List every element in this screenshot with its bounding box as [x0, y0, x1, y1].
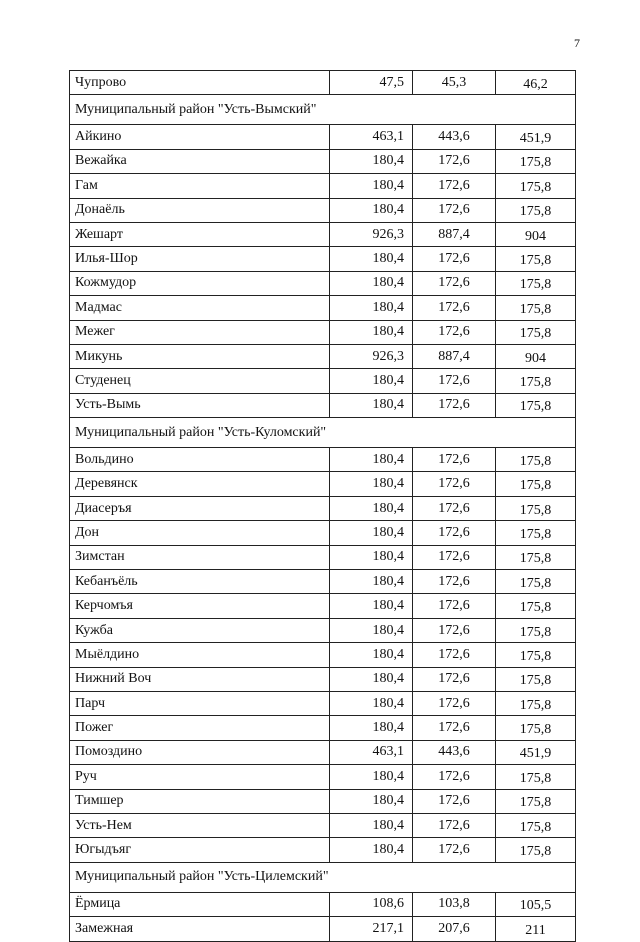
value-1-cell: 180,4	[330, 496, 413, 520]
value-3-cell: 175,8	[496, 691, 576, 715]
table-row	[70, 448, 576, 472]
value-2-cell: 172,6	[413, 149, 496, 173]
value-3-cell: 105,5	[496, 892, 576, 916]
value-2-cell: 172,6	[413, 496, 496, 520]
value-1-cell: 47,5	[330, 71, 413, 95]
value-1-cell: 463,1	[330, 125, 413, 149]
value-1-cell: 180,4	[330, 320, 413, 344]
settlement-name-cell: Ёрмица	[70, 892, 330, 916]
value-1-cell: 180,4	[330, 667, 413, 691]
settlement-name-cell: Чупрово	[70, 71, 330, 95]
settlement-name-cell: Кебанъёль	[70, 570, 330, 594]
value-3-cell: 175,8	[496, 813, 576, 837]
value-1-cell: 180,4	[330, 594, 413, 618]
settlement-name-cell: Зимстан	[70, 545, 330, 569]
settlement-name-cell: Дон	[70, 521, 330, 545]
value-3-cell: 175,8	[496, 838, 576, 862]
section-header-row	[70, 418, 576, 448]
settlement-name-cell: Замежная	[70, 917, 330, 941]
value-1-cell: 180,4	[330, 393, 413, 417]
settlement-name-cell: Керчомъя	[70, 594, 330, 618]
value-3-cell: 211	[496, 917, 576, 941]
value-2-cell: 172,6	[413, 716, 496, 740]
value-1-cell: 180,4	[330, 643, 413, 667]
value-2-cell: 172,6	[413, 570, 496, 594]
settlement-name-cell: Деревянск	[70, 472, 330, 496]
settlement-name-cell: Жешарт	[70, 222, 330, 246]
table-row	[70, 838, 576, 862]
value-3-cell: 451,9	[496, 740, 576, 764]
value-3-cell: 175,8	[496, 149, 576, 173]
settlement-name-cell: Парч	[70, 691, 330, 715]
settlement-name-cell: Диасеръя	[70, 496, 330, 520]
tariff-table	[69, 70, 576, 942]
value-3-cell: 175,8	[496, 496, 576, 520]
value-3-cell: 175,8	[496, 765, 576, 789]
value-1-cell: 180,4	[330, 149, 413, 173]
table-row	[70, 472, 576, 496]
table-row	[70, 765, 576, 789]
value-1-cell: 180,4	[330, 545, 413, 569]
value-2-cell: 207,6	[413, 917, 496, 941]
table-row	[70, 247, 576, 271]
value-2-cell: 172,6	[413, 296, 496, 320]
value-2-cell: 172,6	[413, 369, 496, 393]
settlement-name-cell: Кужба	[70, 618, 330, 642]
table-body	[70, 71, 576, 942]
value-3-cell: 175,8	[496, 296, 576, 320]
settlement-name-cell: Мадмас	[70, 296, 330, 320]
table-row	[70, 521, 576, 545]
value-2-cell: 443,6	[413, 740, 496, 764]
value-1-cell: 180,4	[330, 174, 413, 198]
value-2-cell: 172,6	[413, 667, 496, 691]
value-2-cell: 172,6	[413, 320, 496, 344]
table-row	[70, 393, 576, 417]
value-2-cell: 172,6	[413, 813, 496, 837]
value-3-cell: 904	[496, 344, 576, 368]
settlement-name-cell: Мыёлдино	[70, 643, 330, 667]
value-3-cell: 175,8	[496, 716, 576, 740]
table-row	[70, 643, 576, 667]
settlement-name-cell: Айкино	[70, 125, 330, 149]
value-2-cell: 172,6	[413, 472, 496, 496]
value-1-cell: 180,4	[330, 765, 413, 789]
table-row	[70, 369, 576, 393]
value-3-cell: 46,2	[496, 71, 576, 95]
value-1-cell: 217,1	[330, 917, 413, 941]
value-2-cell: 172,6	[413, 643, 496, 667]
value-2-cell: 172,6	[413, 691, 496, 715]
table-row	[70, 594, 576, 618]
value-3-cell: 175,8	[496, 594, 576, 618]
value-1-cell: 180,4	[330, 472, 413, 496]
value-3-cell: 175,8	[496, 618, 576, 642]
value-2-cell: 887,4	[413, 344, 496, 368]
settlement-name-cell: Усть-Вымь	[70, 393, 330, 417]
table-row	[70, 296, 576, 320]
table-row	[70, 320, 576, 344]
section-title: Муниципальный район "Усть-Куломский"	[70, 418, 576, 448]
value-1-cell: 180,4	[330, 838, 413, 862]
table-row	[70, 71, 576, 95]
value-2-cell: 172,6	[413, 789, 496, 813]
value-1-cell: 180,4	[330, 448, 413, 472]
value-2-cell: 172,6	[413, 521, 496, 545]
value-3-cell: 175,8	[496, 448, 576, 472]
value-3-cell: 175,8	[496, 271, 576, 295]
table-row	[70, 618, 576, 642]
value-3-cell: 175,8	[496, 247, 576, 271]
settlement-name-cell: Микунь	[70, 344, 330, 368]
value-3-cell: 175,8	[496, 545, 576, 569]
settlement-name-cell: Тимшер	[70, 789, 330, 813]
settlement-name-cell: Нижний Воч	[70, 667, 330, 691]
value-1-cell: 180,4	[330, 247, 413, 271]
table-row	[70, 149, 576, 173]
table-row	[70, 271, 576, 295]
value-1-cell: 180,4	[330, 296, 413, 320]
value-2-cell: 172,6	[413, 545, 496, 569]
value-1-cell: 180,4	[330, 618, 413, 642]
value-3-cell: 175,8	[496, 643, 576, 667]
table-row	[70, 545, 576, 569]
value-3-cell: 175,8	[496, 472, 576, 496]
settlement-name-cell: Руч	[70, 765, 330, 789]
section-title: Муниципальный район "Усть-Цилемский"	[70, 862, 576, 892]
value-2-cell: 172,6	[413, 765, 496, 789]
settlement-name-cell: Илья-Шор	[70, 247, 330, 271]
value-2-cell: 172,6	[413, 448, 496, 472]
table-row	[70, 496, 576, 520]
value-1-cell: 180,4	[330, 198, 413, 222]
table-row	[70, 813, 576, 837]
table-row	[70, 344, 576, 368]
value-1-cell: 180,4	[330, 570, 413, 594]
settlement-name-cell: Студенец	[70, 369, 330, 393]
table-row	[70, 917, 576, 941]
settlement-name-cell: Гам	[70, 174, 330, 198]
value-2-cell: 172,6	[413, 174, 496, 198]
value-3-cell: 175,8	[496, 320, 576, 344]
value-1-cell: 926,3	[330, 222, 413, 246]
value-1-cell: 180,4	[330, 789, 413, 813]
value-2-cell: 887,4	[413, 222, 496, 246]
value-2-cell: 172,6	[413, 594, 496, 618]
value-3-cell: 175,8	[496, 570, 576, 594]
value-1-cell: 180,4	[330, 691, 413, 715]
table-row	[70, 125, 576, 149]
value-3-cell: 175,8	[496, 789, 576, 813]
table-row	[70, 691, 576, 715]
table-row	[70, 667, 576, 691]
value-1-cell: 108,6	[330, 892, 413, 916]
value-3-cell: 904	[496, 222, 576, 246]
table-row	[70, 740, 576, 764]
table-row	[70, 892, 576, 916]
value-1-cell: 926,3	[330, 344, 413, 368]
settlement-name-cell: Межег	[70, 320, 330, 344]
value-1-cell: 180,4	[330, 271, 413, 295]
table-row	[70, 222, 576, 246]
value-2-cell: 45,3	[413, 71, 496, 95]
value-2-cell: 172,6	[413, 198, 496, 222]
value-1-cell: 463,1	[330, 740, 413, 764]
value-2-cell: 172,6	[413, 247, 496, 271]
value-2-cell: 172,6	[413, 393, 496, 417]
value-2-cell: 172,6	[413, 838, 496, 862]
value-2-cell: 172,6	[413, 271, 496, 295]
value-1-cell: 180,4	[330, 369, 413, 393]
value-3-cell: 175,8	[496, 521, 576, 545]
settlement-name-cell: Югыдъяг	[70, 838, 330, 862]
settlement-name-cell: Кожмудор	[70, 271, 330, 295]
section-header-row	[70, 95, 576, 125]
value-2-cell: 172,6	[413, 618, 496, 642]
table-row	[70, 716, 576, 740]
table-row	[70, 198, 576, 222]
value-3-cell: 175,8	[496, 369, 576, 393]
table-row	[70, 174, 576, 198]
value-2-cell: 103,8	[413, 892, 496, 916]
value-1-cell: 180,4	[330, 716, 413, 740]
settlement-name-cell: Донаёль	[70, 198, 330, 222]
settlement-name-cell: Помоздино	[70, 740, 330, 764]
page-number: 7	[574, 36, 580, 50]
value-3-cell: 451,9	[496, 125, 576, 149]
value-1-cell: 180,4	[330, 521, 413, 545]
settlement-name-cell: Усть-Нем	[70, 813, 330, 837]
table-row	[70, 789, 576, 813]
section-header-row	[70, 862, 576, 892]
settlement-name-cell: Вольдино	[70, 448, 330, 472]
table-row	[70, 570, 576, 594]
value-3-cell: 175,8	[496, 393, 576, 417]
settlement-name-cell: Пожег	[70, 716, 330, 740]
section-title: Муниципальный район "Усть-Вымский"	[70, 95, 576, 125]
value-3-cell: 175,8	[496, 667, 576, 691]
value-2-cell: 443,6	[413, 125, 496, 149]
value-1-cell: 180,4	[330, 813, 413, 837]
value-3-cell: 175,8	[496, 198, 576, 222]
settlement-name-cell: Вежайка	[70, 149, 330, 173]
value-3-cell: 175,8	[496, 174, 576, 198]
